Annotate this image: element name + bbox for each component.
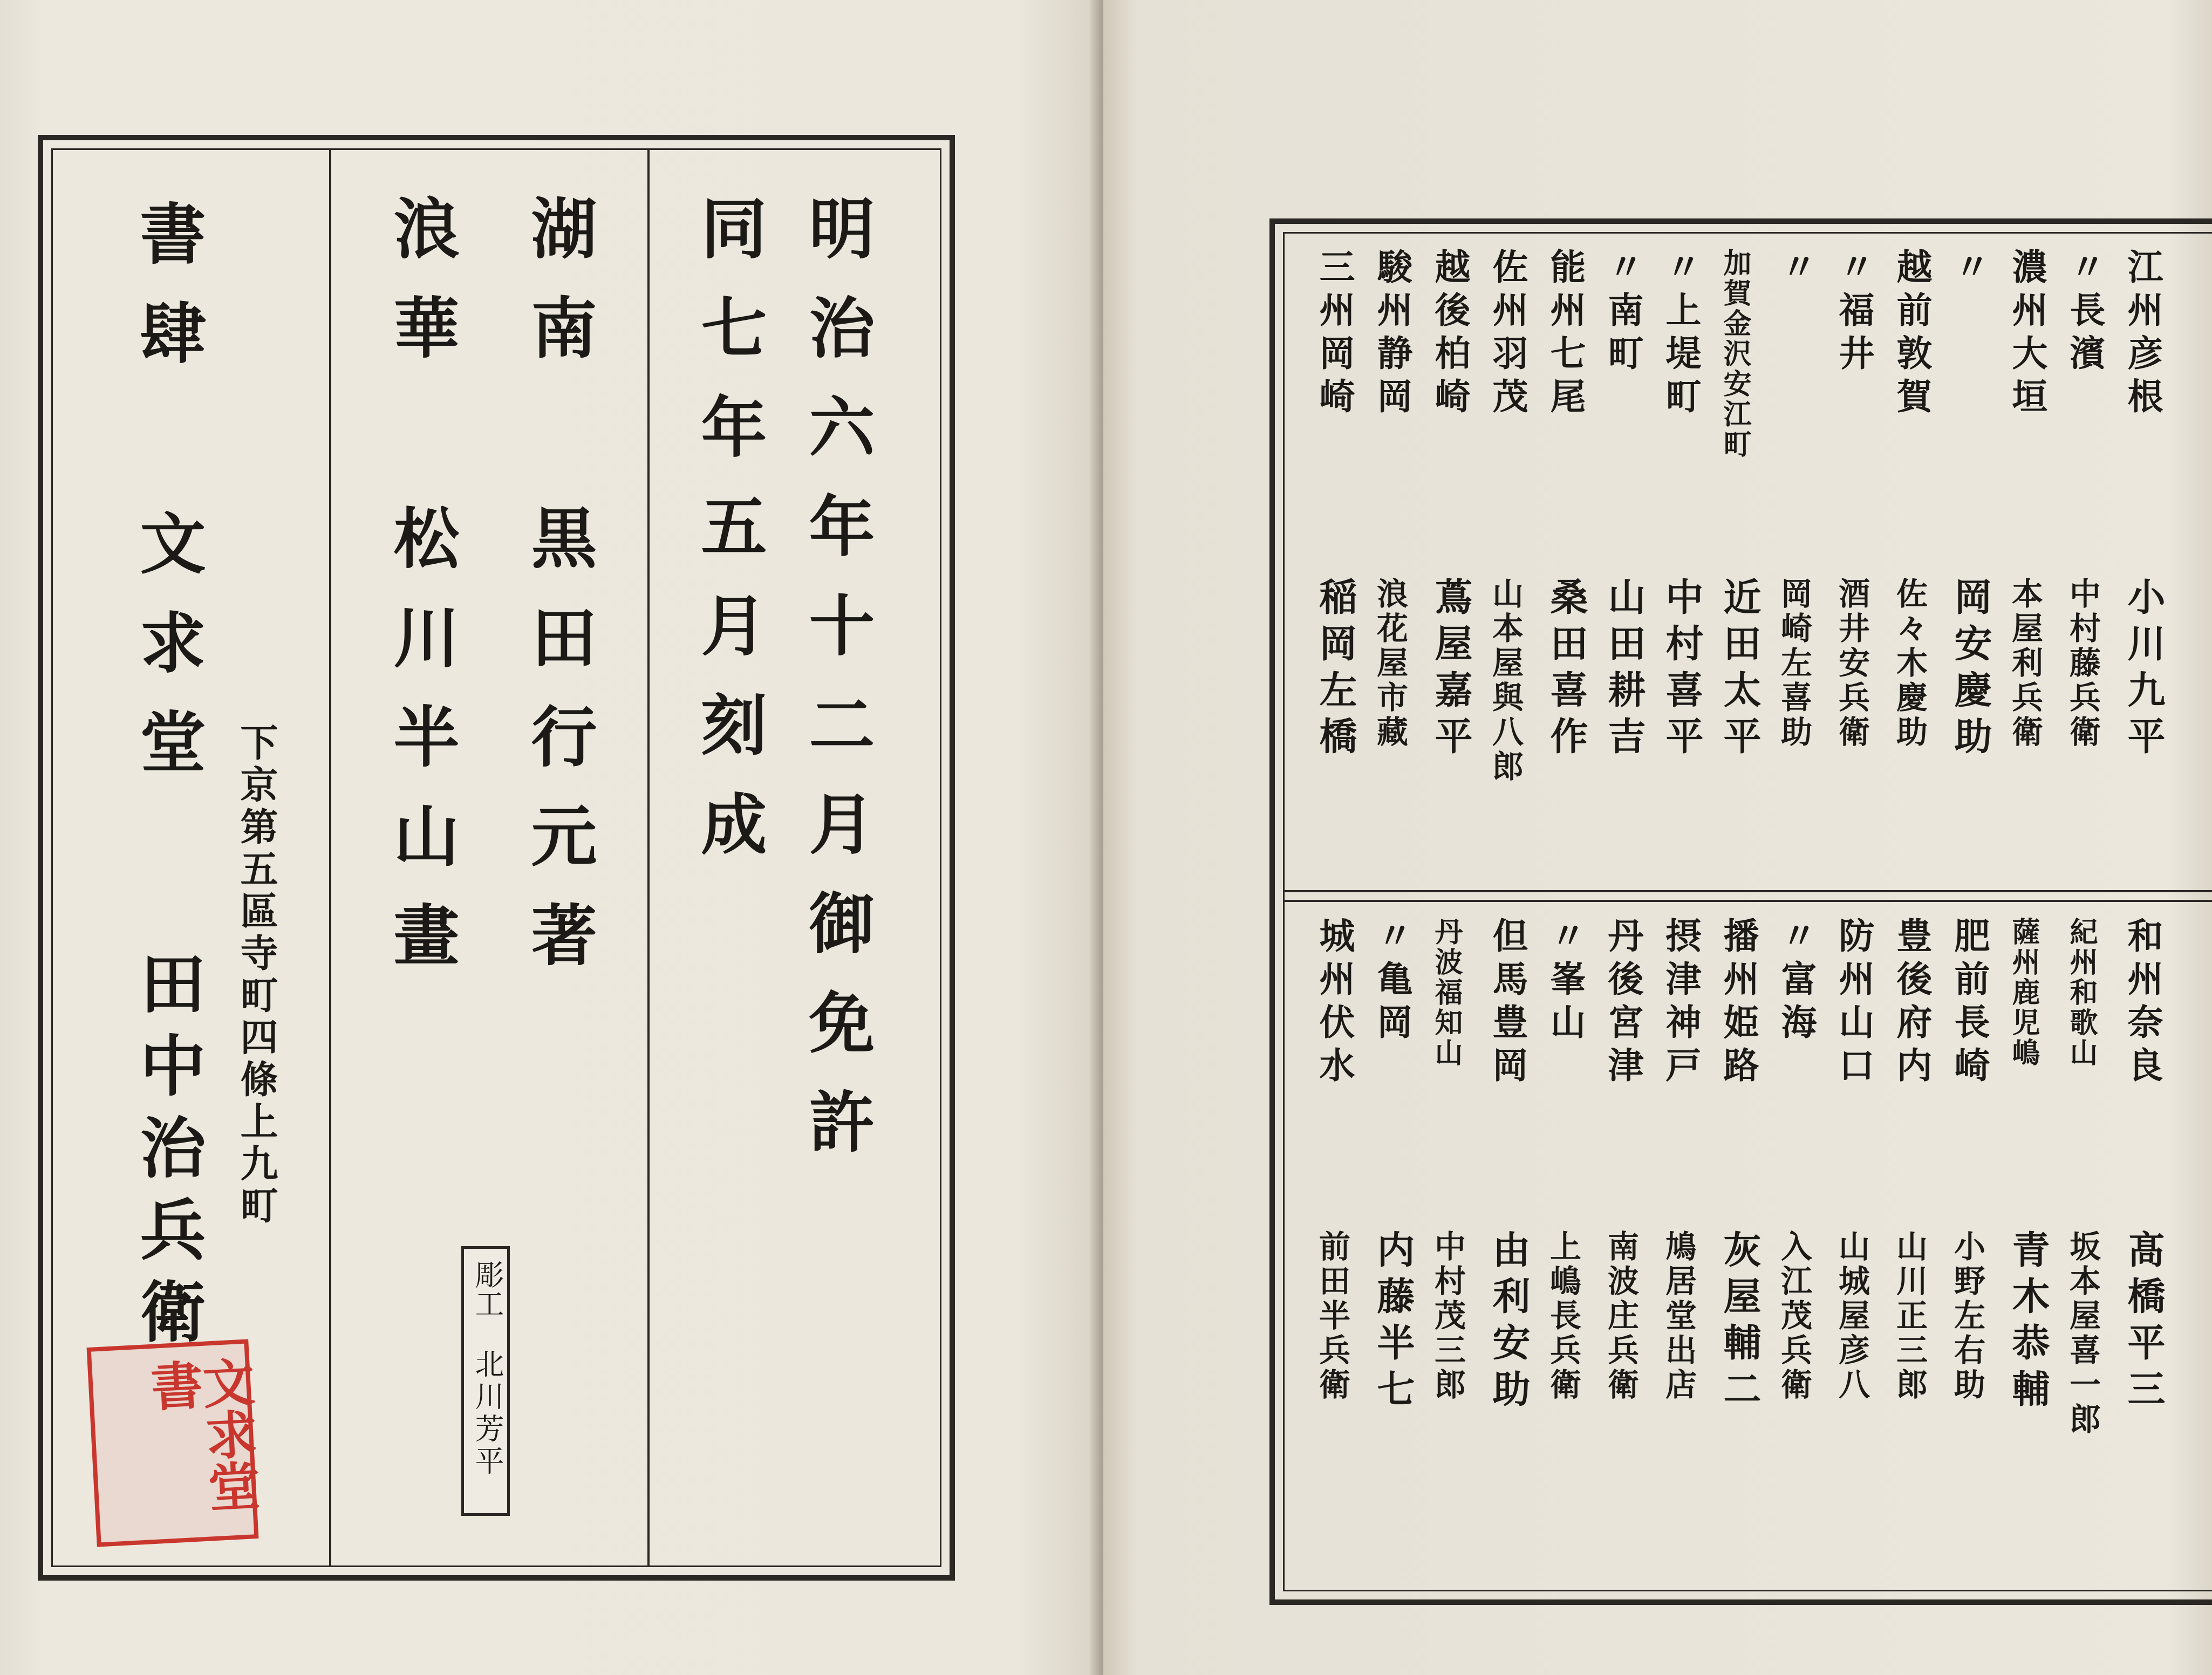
bookseller-province: 豊後府内 xyxy=(1890,917,1933,1090)
bookseller-province: 濃州大垣 xyxy=(2006,248,2048,421)
bookseller-name: 由利安助 xyxy=(1486,1230,1531,1416)
bookseller-province: 〃 xyxy=(1775,248,1817,291)
bookseller-name: 鳩居堂出店 xyxy=(1660,1230,1697,1403)
bookseller-name: 入江茂兵衛 xyxy=(1776,1230,1812,1403)
bookseller-province: 三州岡崎 xyxy=(1313,248,1355,421)
bookseller-province: 紀州和歌山 xyxy=(2065,917,2098,1068)
bookseller-province: 〃富海 xyxy=(1775,917,1817,1047)
completion-date: 同七年五月刻成 xyxy=(690,194,768,889)
column-rule xyxy=(647,148,650,1567)
bookseller-province: 肥前長崎 xyxy=(1948,917,1990,1090)
bookseller-name: 酒井安兵衛 xyxy=(1833,577,1870,750)
author-credit: 湖南 黒田行元著 xyxy=(520,194,598,1000)
bookseller-province: 〃福井 xyxy=(1833,248,1875,378)
bookseller-name: 山城屋彦八 xyxy=(1833,1230,1870,1403)
bookseller-name: 内藤半七 xyxy=(1371,1230,1416,1416)
column-rule xyxy=(329,148,331,1567)
bookseller-name: 中村藤兵衛 xyxy=(2064,577,2101,750)
publisher-name: 田中治兵衛 xyxy=(129,949,207,1359)
bookseller-province: 駿州静岡 xyxy=(1371,248,1413,421)
bookseller-province: 〃上堤町 xyxy=(1660,248,1702,421)
bookseller-name: 南波庄兵衛 xyxy=(1602,1230,1639,1403)
bookseller-province: 佐州羽茂 xyxy=(1486,248,1528,421)
carver-box xyxy=(461,1246,510,1516)
bookseller-province: 〃 xyxy=(1948,248,1990,291)
publication-date: 明治六年十二月御免許 xyxy=(798,194,876,1187)
bookseller-name: 桑田喜作 xyxy=(1544,577,1589,763)
bookseller-province: 但馬豊岡 xyxy=(1486,917,1528,1090)
bookseller-province: 丹波福知山 xyxy=(1430,917,1463,1068)
bookseller-name: 山本屋與八郎 xyxy=(1487,577,1524,784)
bookseller-province: 防州山口 xyxy=(1833,917,1875,1090)
bookseller-name: 中村茂三郎 xyxy=(1429,1230,1466,1403)
bookseller-name: 前田半兵衛 xyxy=(1314,1230,1350,1403)
bookseller-name: 岡安慶助 xyxy=(1948,577,1993,763)
bookseller-province: 和州奈良 xyxy=(2121,917,2163,1090)
carver-name: 北川芳平 xyxy=(470,1349,504,1478)
bookseller-name: 稲岡左橋 xyxy=(1313,577,1358,763)
red-seal xyxy=(87,1339,262,1547)
bookseller-name: 上嶋長兵衛 xyxy=(1545,1230,1581,1403)
bookseller-name: 佐々木慶助 xyxy=(1891,577,1928,750)
bookseller-province: 越後柏崎 xyxy=(1429,248,1471,421)
bookseller-province: 〃長濱 xyxy=(2064,248,2106,378)
bookseller-name: 灰屋輔二 xyxy=(1717,1230,1762,1416)
seal-text: 文求堂書 xyxy=(141,1355,262,1514)
carver-label: 彫工 xyxy=(470,1260,504,1318)
publisher-label: 書肆 文求堂 xyxy=(129,200,207,807)
bookseller-province: 越前敦賀 xyxy=(1890,248,1933,421)
bookseller-province: 江州彦根 xyxy=(2121,248,2163,421)
bookseller-province: 〃峯山 xyxy=(1544,917,1586,1047)
section-divider xyxy=(1283,900,2212,902)
illustrator-credit: 浪華 松川半山畫 xyxy=(383,194,460,1000)
bookseller-province: 薩州鹿児嶋 xyxy=(2007,917,2040,1068)
bookseller-name: 本屋利兵衛 xyxy=(2006,577,2043,750)
bookseller-name: 山川正三郎 xyxy=(1891,1230,1928,1403)
bookseller-province: 〃南町 xyxy=(1602,248,1644,378)
bookseller-name: 青木恭輔 xyxy=(2006,1230,2051,1416)
bookseller-name: 岡崎左喜助 xyxy=(1776,577,1812,750)
bookseller-name: 近田太平 xyxy=(1717,577,1762,763)
bookseller-province: 播州姫路 xyxy=(1717,917,1759,1090)
bookseller-province: 丹後宮津 xyxy=(1602,917,1644,1090)
section-divider xyxy=(1283,890,2212,892)
bookseller-name: 中村喜平 xyxy=(1660,577,1704,763)
booksellers-page xyxy=(1103,0,2212,1675)
bookseller-name: 小野左右助 xyxy=(1949,1230,1985,1403)
bookseller-name: 小川九平 xyxy=(2121,577,2166,763)
publisher-address: 下京第五區寺町四條上九町 xyxy=(234,723,279,1228)
bookseller-name: 髙橋平三 xyxy=(2121,1230,2166,1416)
bookseller-province: 城州伏水 xyxy=(1313,917,1355,1090)
bookseller-name: 山田耕吉 xyxy=(1602,577,1647,763)
bookseller-province: 摂津神戸 xyxy=(1660,917,1702,1090)
bookseller-name: 浪花屋市藏 xyxy=(1371,577,1408,750)
bookseller-name: 蔦屋嘉平 xyxy=(1429,577,1473,763)
bookseller-province: 能州七尾 xyxy=(1544,248,1586,421)
bookseller-province: 加賀金沢安江町 xyxy=(1718,248,1751,460)
colophon-page xyxy=(0,0,1103,1675)
bookseller-name: 坂本屋喜一郎 xyxy=(2064,1230,2101,1437)
bookseller-province: 〃亀岡 xyxy=(1371,917,1413,1047)
